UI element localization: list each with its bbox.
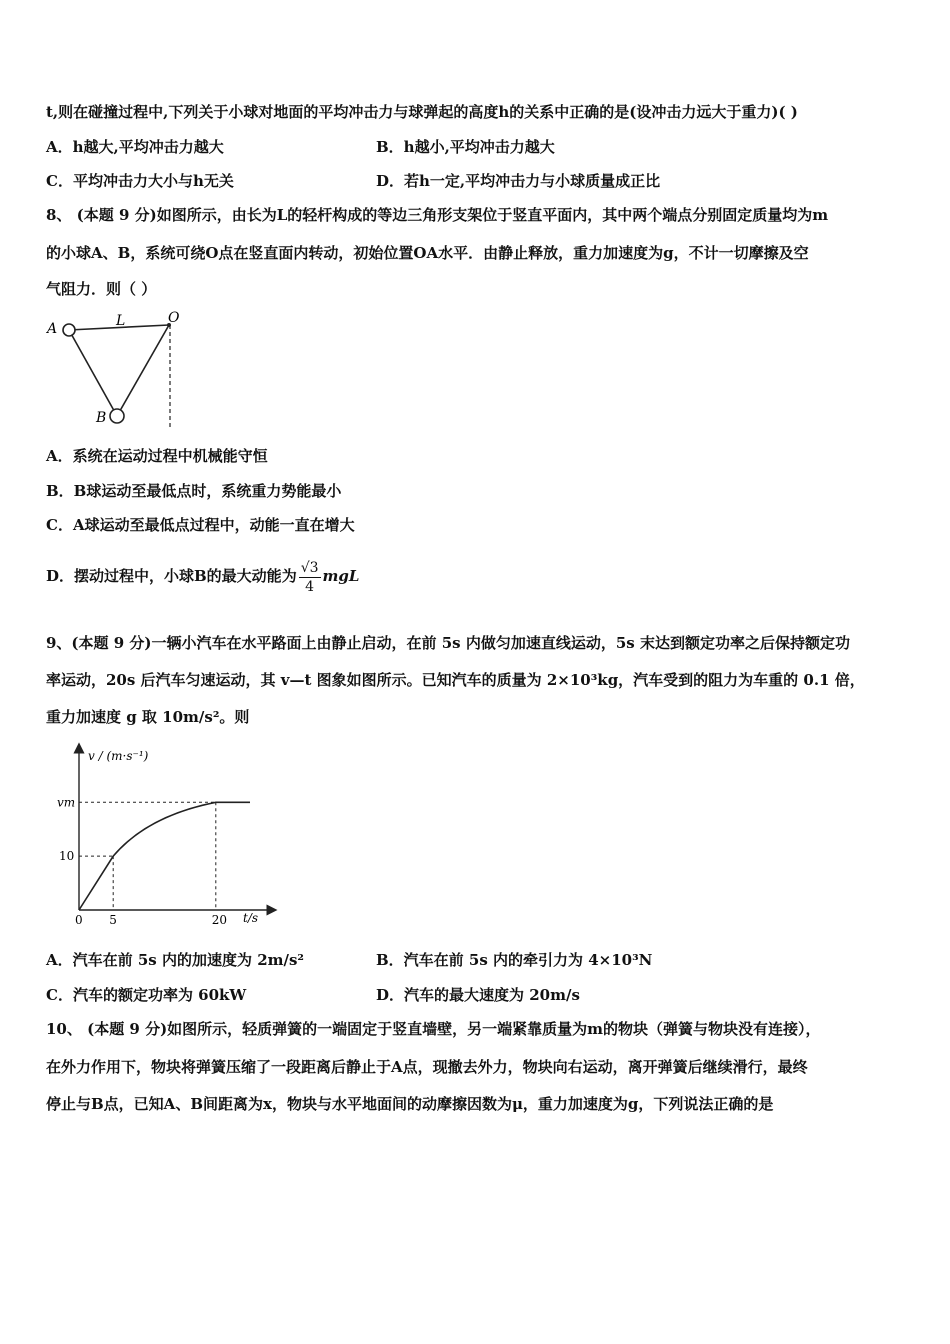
q9-option-b[interactable]: B．汽车在前 5s 内的牵引力为 4×10³N [376,951,653,969]
y-axis-label: v / (m·s⁻¹) [88,749,149,763]
x-tick-label-0: 0 [75,913,83,927]
label-a: A [47,321,58,337]
x-tick-label-1: 5 [109,913,117,927]
q8-triangle-figure [44,310,194,435]
q9-option-c[interactable]: C．汽车的额定功率为 60kW [46,986,247,1004]
rod-ob [117,325,169,416]
q8-option-a[interactable]: A．系统在运动过程中机械能守恒 [46,447,268,465]
y-tick-label-vm: vm [57,795,76,810]
q10-stem-line3: 停止与B点，已知A、B间距离为x，物块与水平地面间的动摩擦因数为μ，重力加速度为g，下列说法正确的是 [46,1095,774,1113]
y-tick-label-10: 10 [59,849,75,864]
q9-option-a[interactable]: A．汽车在前 5s 内的加速度为 2m/s² [46,951,304,969]
ball-b [110,409,124,423]
rod-ab [69,330,117,416]
fraction-denominator: 4 [305,578,315,595]
fraction-numerator: √3 [300,559,319,576]
q7-option-d[interactable]: D．若h一定,平均冲击力与小球质量成正比 [376,172,661,190]
label-o: O [168,310,180,326]
q8-option-d-suffix: mgL [322,567,360,585]
q8-option-d[interactable] [46,556,359,596]
q9-option-d[interactable]: D．汽车的最大速度为 20m/s [376,986,580,1004]
label-l: L [116,313,126,329]
q8-option-b[interactable]: B．B球运动至最低点时，系统重力势能最小 [46,482,342,500]
x-axis-label: t/s [243,911,259,925]
q10-stem-line2: 在外力作用下，物块将弹簧压缩了一段距离后静止于A点，现撤去外力，物块向右运动，离开弹簧后继续滑行，最终 [46,1058,808,1076]
q8-stem-line1: 8、 (本题 9 分)如图所示，由长为L的轻杆构成的等边三角形支架位于竖直平面内，其中两个端点分别固定质量均为m [46,206,829,224]
q9-stem-line1: 9、(本题 9 分)一辆小汽车在水平路面上由静止启动，在前 5s 内做匀加速直线运动，5s 末达到额定功率之后保持额定功 [46,634,850,652]
q7-option-a[interactable]: A．h越大,平均冲击力越大 [46,138,224,156]
q7-stem: t,则在碰撞过程中,下列关于小球对地面的平均冲击力与球弹起的高度h的关系中正确的是(设冲击力远大于重力)( ) [46,103,798,121]
q7-option-c[interactable]: C．平均冲击力大小与h无关 [46,172,234,190]
q8-option-d-fraction [299,559,321,596]
q10-stem-line1: 10、 (本题 9 分)如图所示，轻质弹簧的一端固定于竖直墙壁，另一端紧靠质量为m的物块（弹簧与物块没有连接）， [46,1020,821,1038]
ball-a [63,324,75,336]
q9-stem-line2: 率运动，20s 后汽车匀速运动，其 v—t 图象如图所示。已知汽车的质量为 2×10³kg，汽车受到的阻力为车重的 0.1 倍， [46,671,865,689]
x-tick-label-2: 20 [211,913,228,927]
q7-option-b[interactable]: B．h越小,平均冲击力越大 [376,138,555,156]
label-b: B [96,410,107,426]
q8-stem-line3: 气阻力．则（ ） [46,280,157,298]
q8-option-d-prefix: D．摆动过程中，小球B的最大动能为 [46,567,297,585]
vt-chart [50,740,280,930]
q8-stem-line2: 的小球A、B，系统可绕O点在竖直面内转动，初始位置OA水平．由静止释放，重力加速度为g，不计一切摩擦及空 [46,244,809,262]
q8-option-c[interactable]: C．A球运动至最低点过程中，动能一直在增大 [46,516,355,534]
q9-stem-line3: 重力加速度 g 取 10m/s²。则 [46,708,250,726]
